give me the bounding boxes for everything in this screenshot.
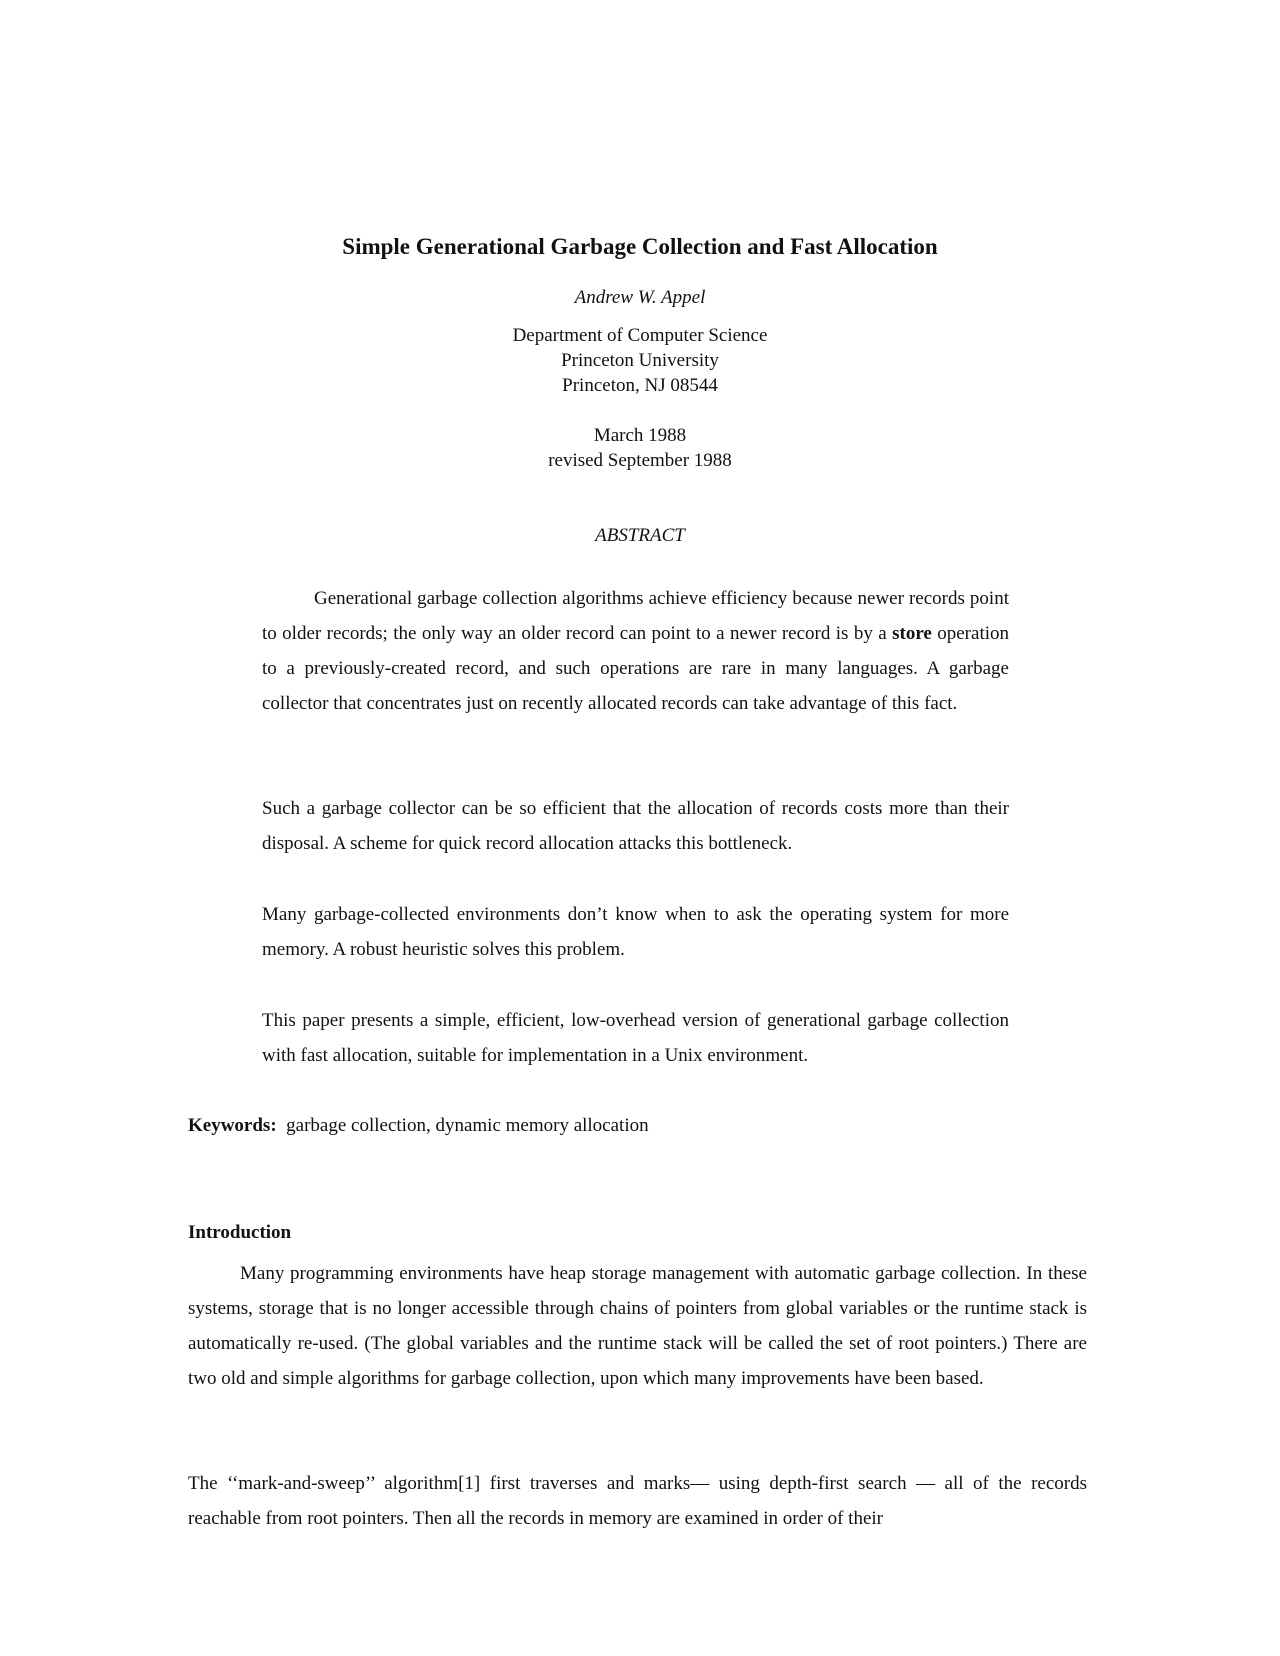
keywords-label: Keywords: [188,1115,277,1136]
abstract-p1-bold-term: store [892,623,932,644]
keywords-line [188,1113,649,1138]
abstract-paragraph-1 [262,581,1009,721]
introduction-paragraph-2: The ‘‘mark-and-sweep’’ algorithm[1] first traverses and marks— using depth-first search — all of the records reachable from root pointers. Then all the records in memory are examined in order of their [188,1473,1087,1529]
section-heading-introduction: Introduction [188,1222,292,1243]
date-block [0,423,1280,473]
abstract-heading: ABSTRACT [595,525,685,546]
introduction-paragraph-1: Many programming environments have heap storage management with automatic garbage collection. In these systems, storage that is no longer accessible through chains of pointers from global variables or the runtime stack is automatically re-used. (The global variables and the runtime stack will be called the set of root pointers.) There are two old and simple algorithms for garbage collection, upon which many improvements have been based. [188,1263,1087,1389]
abstract-p1-text-a: Generational garbage collection algorithms achieve efficiency because newer records point to older records; the only way an older record can point to a newer record is by a [262,588,1009,644]
abstract-paragraph-4: This paper presents a simple, efficient, low-overhead version of generational garbage collection with fast allocation, suitable for implementation in a Unix environment. [262,1010,1009,1066]
affiliation-block [0,323,1280,398]
date-revised: revised September 1988 [548,450,732,471]
abstract-p1-text-b: operation to a previously-created record, and such operations are rare in many languages. A garbage collector that concentrates just on recently allocated records can take advantage of this fact. [262,623,1009,714]
author-name: Andrew W. Appel [574,287,706,308]
affiliation-department: Department of Computer Science [512,325,768,346]
paper-title: Simple Generational Garbage Collection and Fast Allocation [342,234,938,259]
abstract-paragraph-2: Such a garbage collector can be so efficient that the allocation of records costs more than their disposal. A scheme for quick record allocation attacks this bottleneck. [262,798,1009,854]
affiliation-location: Princeton, NJ 08544 [562,375,718,396]
keywords-value: garbage collection, dynamic memory allocation [286,1115,649,1136]
date-original: March 1988 [593,425,687,446]
abstract-paragraph-3: Many garbage-collected environments don’t know when to ask the operating system for more memory. A robust heuristic solves this problem. [262,904,1009,960]
affiliation-university: Princeton University [561,350,719,371]
